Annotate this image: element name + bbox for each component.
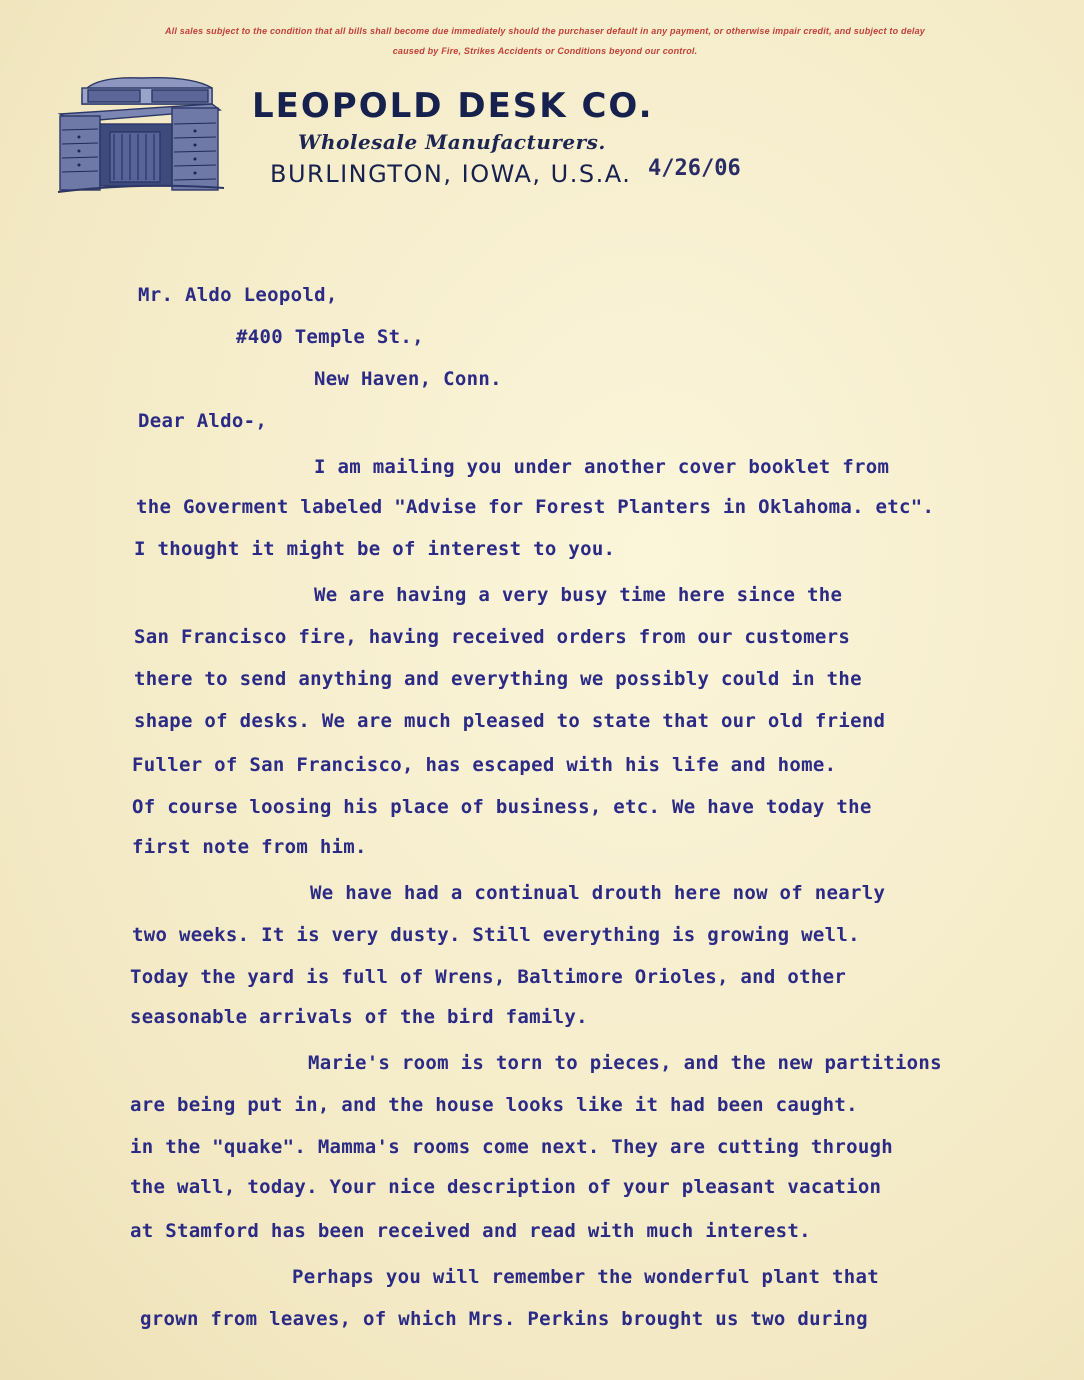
recipient-name: Mr. Aldo Leopold, (138, 284, 338, 306)
body-line: Fuller of San Francisco, has escaped with his life and home. (132, 754, 837, 776)
body-line: the wall, today. Your nice description of your pleasant vacation (130, 1176, 882, 1198)
body-line: at Stamford has been received and read with much interest. (130, 1220, 811, 1242)
terms-line-1: All sales subject to the condition that all bills shall become due immediately should the purchaser default in any payment, or otherwise impair credit, and subject to delay (164, 26, 926, 36)
terms-line-2: caused by Fire, Strikes Accidents or Conditions beyond our control. (392, 46, 698, 56)
body-line: shape of desks. We are much pleased to state that our old friend (134, 710, 886, 732)
body-line: We are having a very busy time here since the (314, 584, 843, 606)
body-line: grown from leaves, of which Mrs. Perkins brought us two during (140, 1308, 868, 1330)
body-line: two weeks. It is very dusty. Still everything is growing well. (132, 924, 860, 946)
letter-date: 4/26/06 (648, 156, 741, 181)
body-line: San Francisco fire, having received orders from our customers (134, 626, 851, 648)
body-line: We have had a continual drouth here now of nearly (310, 882, 886, 904)
roll-top-desk-icon (52, 74, 228, 198)
recipient-street: #400 Temple St., (236, 326, 424, 348)
body-line: Marie's room is torn to pieces, and the new partitions (308, 1052, 942, 1074)
company-address: BURLINGTON, IOWA, U.S.A. (270, 160, 632, 188)
body-line: in the "quake". Mamma's rooms come next. They are cutting through (130, 1136, 894, 1158)
body-line: I thought it might be of interest to you. (134, 538, 616, 560)
recipient-city: New Haven, Conn. (314, 368, 502, 390)
body-line: seasonable arrivals of the bird family. (130, 1006, 588, 1028)
body-line: Perhaps you will remember the wonderful plant that (292, 1266, 879, 1288)
company-tagline: Wholesale Manufacturers. (298, 130, 606, 154)
body-line: Of course loosing his place of business, etc. We have today the (132, 796, 872, 818)
body-line: Today the yard is full of Wrens, Baltimore Orioles, and other (130, 966, 847, 988)
body-line: are being put in, and the house looks like it had been caught. (130, 1094, 858, 1116)
body-line: there to send anything and everything we possibly could in the (134, 668, 862, 690)
body-line: the Goverment labeled "Advise for Forest Planters in Oklahoma. etc". (136, 496, 935, 518)
salutation: Dear Aldo-, (138, 410, 268, 432)
body-line: I am mailing you under another cover booklet from (314, 456, 890, 478)
company-name: LEOPOLD DESK CO. (252, 86, 654, 126)
body-line: first note from him. (132, 836, 367, 858)
